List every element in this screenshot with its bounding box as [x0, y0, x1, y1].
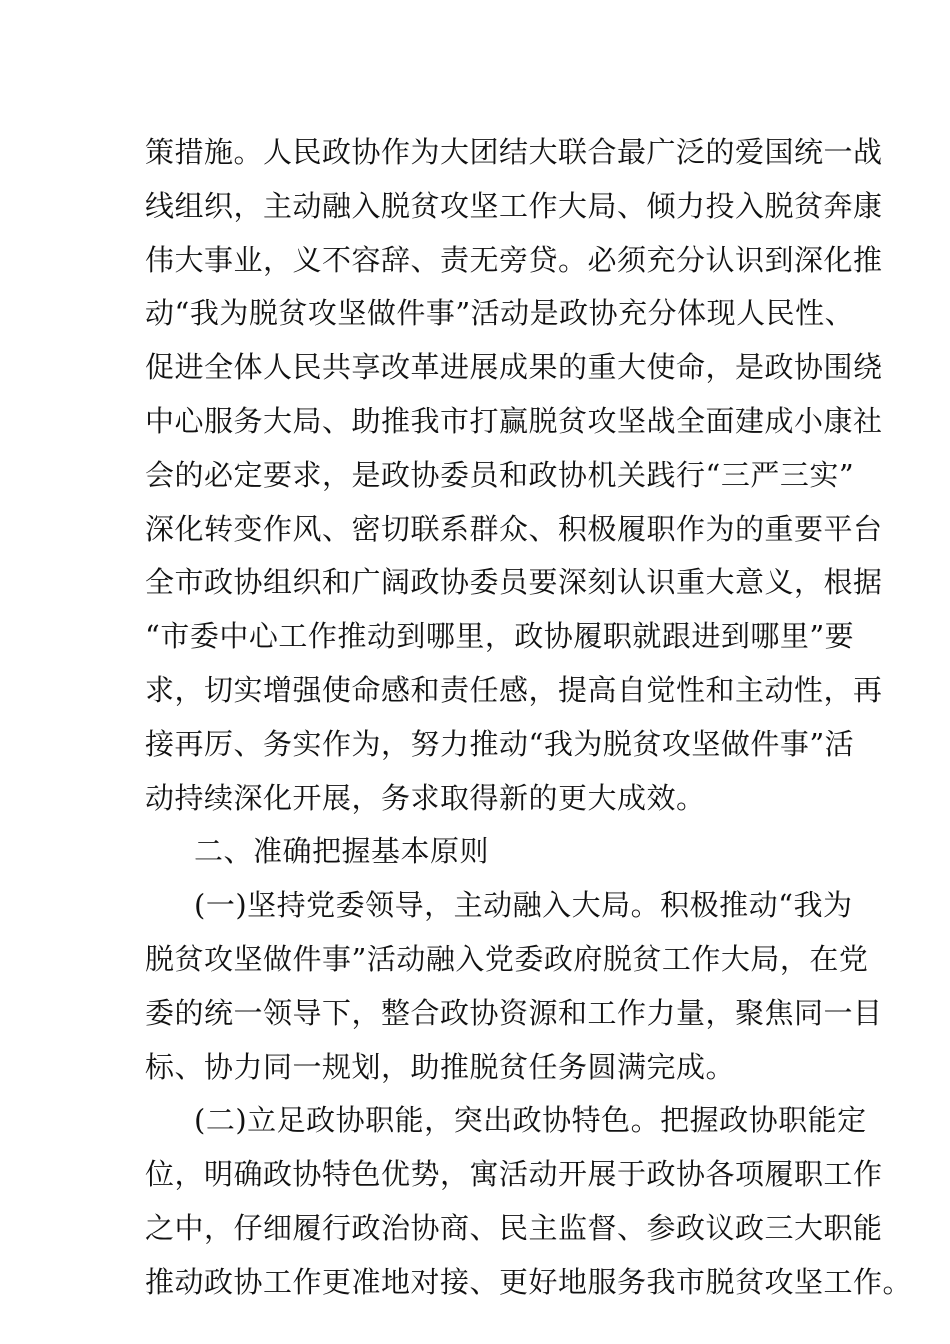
body-text-line: 位，明确政协特色优势，寓活动开展于政协各项履职工作 — [145, 1157, 883, 1191]
body-text-line: 策措施。人民政协作为大团结大联合最广泛的爱国统一战 — [145, 135, 883, 169]
body-text-line: 推动政协工作更准地对接、更好地服务我市脱贫攻坚工作。 — [145, 1265, 913, 1299]
body-text-line: 委的统一领导下，整合政协资源和工作力量，聚焦同一目 — [145, 996, 883, 1030]
body-text-line: 求，切实增强使命感和责任感，提高自觉性和主动性，再 — [145, 673, 883, 707]
body-text-line: 动持续深化开展，务求取得新的更大成效。 — [145, 781, 706, 815]
body-text-line: 会的必定要求，是政协委员和政协机关践行“三严三实” — [145, 458, 855, 492]
section-heading: 二、准确把握基本原则 — [194, 834, 490, 868]
paragraph-first-line: (一)坚持党委领导，主动融入大局。积极推动“我为 — [194, 888, 853, 922]
body-text-line: 全市政协组织和广阔政协委员要深刻认识重大意义，根据 — [145, 565, 883, 599]
body-text-line: 伟大事业，义不容辞、责无旁贷。必须充分认识到深化推 — [145, 243, 883, 277]
body-text-line: 促进全体人民共享改革进展成果的重大使命，是政协围绕 — [145, 350, 883, 384]
paragraph-first-line: (二)立足政协职能，突出政协特色。把握政协职能定 — [194, 1103, 867, 1137]
body-text-line: 脱贫攻坚做件事”活动融入党委政府脱贫工作大局，在党 — [145, 942, 869, 976]
body-text-line: 动“我为脱贫攻坚做件事”活动是政协充分体现人民性、 — [145, 296, 855, 330]
body-text-line: 中心服务大局、助推我市打赢脱贫攻坚战全面建成小康社 — [145, 404, 883, 438]
body-text-line: 标、协力同一规划，助推脱贫任务圆满完成。 — [145, 1050, 736, 1084]
body-text-line: 之中，仔细履行政治协商、民主监督、参政议政三大职能 — [145, 1211, 883, 1245]
body-text-line: 接再厉、务实作为，努力推动“我为脱贫攻坚做件事”活 — [145, 727, 855, 761]
body-text-line: 线组织，主动融入脱贫攻坚工作大局、倾力投入脱贫奔康 — [145, 189, 883, 223]
body-text-line: 深化转变作风、密切联系群众、积极履职作为的重要平台 — [145, 512, 883, 546]
body-text-line: “市委中心工作推动到哪里，政协履职就跟进到哪里”要 — [145, 619, 855, 653]
